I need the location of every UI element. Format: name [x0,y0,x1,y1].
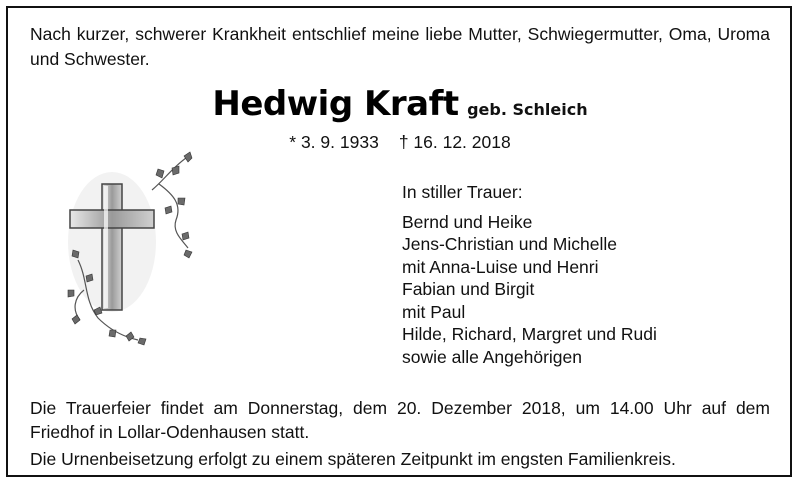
birth-date: * 3. 9. 1933 [289,132,379,152]
mourner-line: Hilde, Richard, Margret und Rudi [402,324,657,344]
intro-text: Nach kurzer, schwerer Krankheit entschlief meine liebe Mutter, Schwiegermutter, Oma, Uroma und Schwester. [30,24,770,69]
deceased-name: Hedwig Kraft [212,84,459,124]
maiden-name: geb. Schleich [467,100,588,119]
mourner-line: Jens-Christian und Michelle [402,234,617,254]
mourner-line: mit Paul [402,301,466,322]
name-heading [0,84,800,124]
mourners-block [402,181,657,368]
death-date: † 16. 12. 2018 [398,132,511,152]
mourner-line: sowie alle Angehörigen [402,346,582,367]
urn-info: Die Urnenbeisetzung erfolgt zu einem späteren Zeitpunkt im engsten Familienkreis. [30,449,676,469]
mourners-heading: In stiller Trauer: [402,182,523,202]
mourner-line: Fabian und Birgit [402,279,535,299]
cross-with-ivy-icon [64,150,204,350]
funeral-info: Die Trauerfeier findet am Donnerstag, dem 20. Dezember 2018, um 14.00 Uhr auf dem Friedhof in Lollar-Odenhausen statt. [30,398,770,442]
mourner-line: mit Anna-Luise und Henri [402,256,599,277]
mourner-line: Bernd und Heike [402,211,533,232]
